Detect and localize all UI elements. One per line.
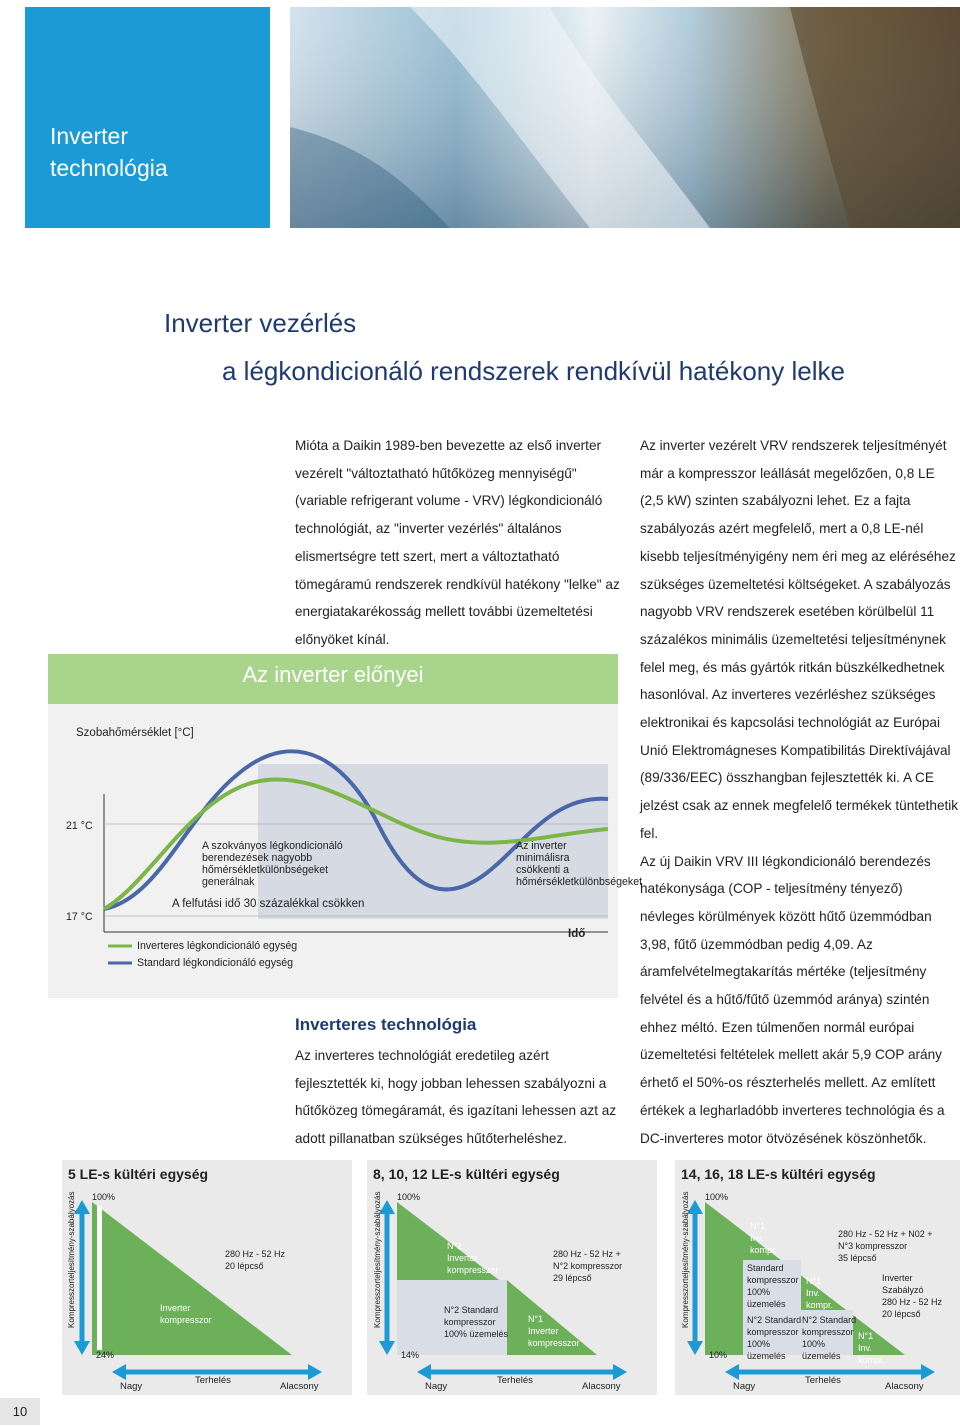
axis-label: Kompresszorteljesítmény-szabályozás — [373, 1191, 382, 1328]
standard-compressor-label-3: N°2 Standard kompresszor 100% üzemelés — [802, 1315, 857, 1361]
x-label-load: Terhelés — [195, 1375, 231, 1386]
x-label-high: Nagy — [425, 1381, 448, 1392]
page-number: 10 — [0, 1398, 40, 1425]
chart-ylabel: Szobahőmérséklet [°C] — [76, 727, 194, 739]
chart-xlabel: Idő — [568, 928, 586, 940]
x-label-low: Alacsony — [280, 1381, 319, 1392]
annot-startup: A felfutási idő 30 százalékkal csökken — [172, 898, 365, 910]
section-title: Inverter technológia — [50, 123, 168, 181]
capacity-panel-title: 8, 10, 12 LE-s kültéri egység — [373, 1166, 560, 1182]
axis-label: Kompresszorteljesítmény-szabályozás — [681, 1191, 690, 1328]
min-tick: 14% — [401, 1350, 420, 1360]
page-title: Inverter vezérlés — [164, 308, 357, 338]
tick-21: 21 °C — [66, 820, 93, 832]
min-tick: 10% — [709, 1350, 728, 1360]
annot-inverter: Az inverter minimálisra csökkenti a hőmérsékletkülönbségeket — [516, 840, 643, 888]
frequency-note: 280 Hz - 52 Hz + N02 + N°3 kompresszor 35 lépcső — [838, 1229, 933, 1263]
waterfall-photo — [290, 7, 960, 228]
annot-standard: A szokványos légkondicionáló berendezések nagyobb hőmérsékletkülönbségeket generálnak — [202, 840, 343, 888]
axis-label: Kompresszorteljesítmény-szabályozás — [67, 1191, 76, 1328]
x-label-load: Terhelés — [497, 1375, 533, 1386]
top-tick: 100% — [92, 1192, 116, 1202]
inverter-compressor-label: Inverter kompresszor — [160, 1303, 212, 1325]
inverter-text: Az inverteres technológiát eredetileg azért fejlesztették ki, hogy jobban lehessen szabályozni a hűtőközeg tömegáramát, és igazítani lehessen azt az adott pillanatban szükséges hűtőterheléshez. — [295, 1048, 617, 1147]
advantages-title: Az inverter előnyei — [242, 662, 424, 687]
tick-17: 17 °C — [66, 911, 93, 923]
top-tick: 100% — [397, 1192, 421, 1202]
x-label-load: Terhelés — [805, 1375, 841, 1386]
x-label-low: Alacsony — [582, 1381, 621, 1392]
inverter-compressor-label-2: N°1 Inverter kompresszor — [528, 1314, 580, 1348]
inv-compr-label-3: N°1 Inv. kompr. — [858, 1331, 886, 1365]
capacity-panel-title: 14, 16, 18 LE-s kültéri egység — [681, 1166, 876, 1182]
legend-inverter: Inverteres légkondicionáló egység — [137, 940, 298, 952]
standard-compressor-label-1: Standard kompresszor 100% üzemelés — [747, 1263, 799, 1309]
inv-compr-label-1: N°1 Inv. kompr. — [750, 1221, 778, 1255]
header-blue-panel — [25, 7, 270, 228]
standard-compressor-label-2: N°2 Standard kompresszor 100% üzemelés — [747, 1315, 802, 1361]
page-subtitle: a légkondicionáló rendszerek rendkívül hatékony lelke — [222, 356, 845, 386]
x-label-low: Alacsony — [885, 1381, 924, 1392]
frequency-note: 280 Hz - 52 Hz 20 lépcső — [225, 1249, 286, 1271]
right-paragraph-2: Az új Daikin VRV III légkondicionáló berendezés hatékonysága (COP - teljesítmény tényező) névleges körülmények között hűtő üzemmódban 3,98, fűtő üzemmódban pedig 4,09. Az áramfelvételmegtakarítás mértéke (teljesítmény felvétel és a hűtő/fűtő üzemmód aránya) szintén ehhez méltó. Ezen túlmenően normál európai üzemeltetési feltételek mellett akár 5,9 COP arány érhető el 50%-os részterhelés mellett. Az említett értékek a legharladóbb inverteres technológia és a DC-inverteres motor ötvözésének köszönhetők. — [640, 853, 945, 1146]
top-tick: 100% — [705, 1192, 729, 1202]
capacity-panel-title: 5 LE-s kültéri egység — [68, 1166, 209, 1182]
legend-standard: Standard légkondicionáló egység — [137, 957, 294, 969]
standard-compressor-label: N°2 Standard kompresszor 100% üzemelés — [444, 1305, 509, 1339]
inverter-compressor-label: N°1 Inverter kompresszor — [447, 1241, 499, 1275]
min-tick: 24% — [96, 1350, 115, 1360]
inverter-heading: Inverteres technológia — [295, 1015, 477, 1034]
x-label-high: Nagy — [120, 1381, 143, 1392]
frequency-note: 280 Hz - 52 Hz + N°2 kompresszor 29 lépcső — [553, 1249, 623, 1283]
right-paragraph-1: Az inverter vezérelt VRV rendszerek teljesítményét már a kompresszor leállását megelőzően, 0,8 LE (2,5 kW) szinten szabályozni lehet. Ez a fajta szabályozás azért megfelelő, mert a 0,8 LE-nél kisebb teljesítményigény nem éri meg az eléréséhez szükséges üzemeltetési költségeket. A szabályozás nagyobb VRV rendszerek esetében körülbelül 11 százalékos minimális üzemeltetési teljesítménynek felel meg, és más gyártók ritkán büszkélkedhetnek hasonlóval. Az inverteres vezérléshez szükséges elektronikai és kapcsolási technológiát az Európai Unió Elektromágneses Kompatibilitás Direktívájával (89/336/EEC) összhangban fejlesztették ki. A CE jelzést csak az ennek megfelelő termékek tüntethetik fel. — [640, 438, 959, 841]
right-column — [640, 432, 960, 1152]
x-label-high: Nagy — [733, 1381, 756, 1392]
inv-compr-label-2: N°1 Inv. kompr. — [806, 1276, 834, 1310]
intro-paragraph: Mióta a Daikin 1989-ben bevezette az első inverter vezérelt "változtatható hűtőközeg mennyiségű" (variable refrigerant volume - VRV) légkondicionáló technológiát, az "inverter vezérlés" általános elismertségre tett szert, mert a változtatható tömegáramú rendszerek rendkívül hatékony "lelke" az energiatakarékosság mellett további üzemeltetési előnyöket kínál. — [295, 438, 620, 647]
inverter-controller-label: Inverter Szabályzó 280 Hz - 52 Hz 20 lépcső — [882, 1273, 943, 1319]
